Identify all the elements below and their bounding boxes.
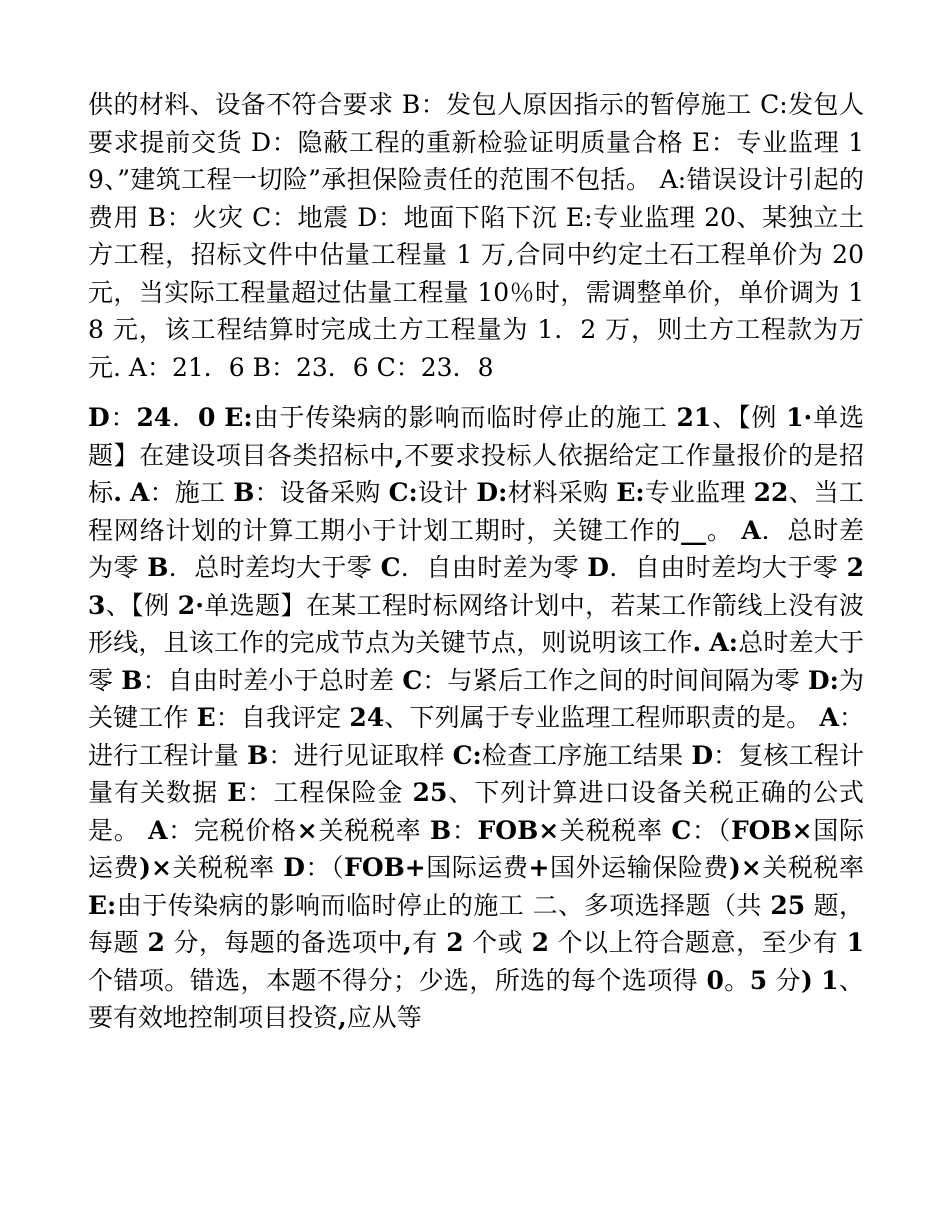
document-page bbox=[88, 86, 864, 1037]
paragraph-2: D：24．0 E:由于传染病的影响而临时停止的施工 21、【例 1·单选题】在建设项目各类招标中,不要求投标人依据给定工作量报价的是招标. A：施工 B：设备采购 C:设计 D:材料采购 E:专业监理 22、当工程网络计划的计算工期小于计划工期时，关键工作的__。 A．总时差为零 B．总时差均大于零 C．自由时差为零 D．自由时差均大于零 23、【例 2·单选题】在某工程时标网络计划中，若某工作箭线上没有波形线，且该工作的完成节点为关键节点，则说明该工作. A:总时差大于零 B：自由时差小于总时差 C：与紧后工作之间的时间间隔为零 D:为关键工作 E：自我评定 24、下列属于专业监理工程师职责的是。 A：进行工程计量 B：进行见证取样 C:检查工序施工结果 D：复核工程计量有关数据 E：工程保险金 25、下列计算进口设备关税正确的公式是。 A：完税价格×关税税率 B：FOB×关税税率 C：（FOB×国际运费)×关税税率 D：（FOB+国际运费+国外运输保险费)×关税税率 E:由于传染病的影响而临时停止的施工 二、多项选择题（共 25 题，每题 2 分，每题的备选项中,有 2 个或 2 个以上符合题意，至少有 1 个错项。错选，本题不得分；少选，所选的每个选项得 0。5 分) 1、要有效地控制项目投资,应从等 bbox=[88, 403, 865, 1032]
paragraph-1: 供的材料、设备不符合要求 B：发包人原因指示的暂停施工 C:发包人要求提前交货 D：隐蔽工程的重新检验证明质量合格 E：专业监理 19、”建筑工程一切险”承担保险责任的范围不包括。 A:错误设计引起的费用 B：火灾 C：地震 D：地面下陷下沉 E:专业监理 20、某独立土方工程，招标文件中估量工程量 1 万,合同中约定土石工程单价为 20 元，当实际工程量超过估量工程量 10％时，需调整单价，单价调为 18 元，该工程结算时完成土方工程量为 1．2 万，则土方工程款为万元. A：21．6 B：23．6 C：23．8 bbox=[88, 90, 864, 382]
